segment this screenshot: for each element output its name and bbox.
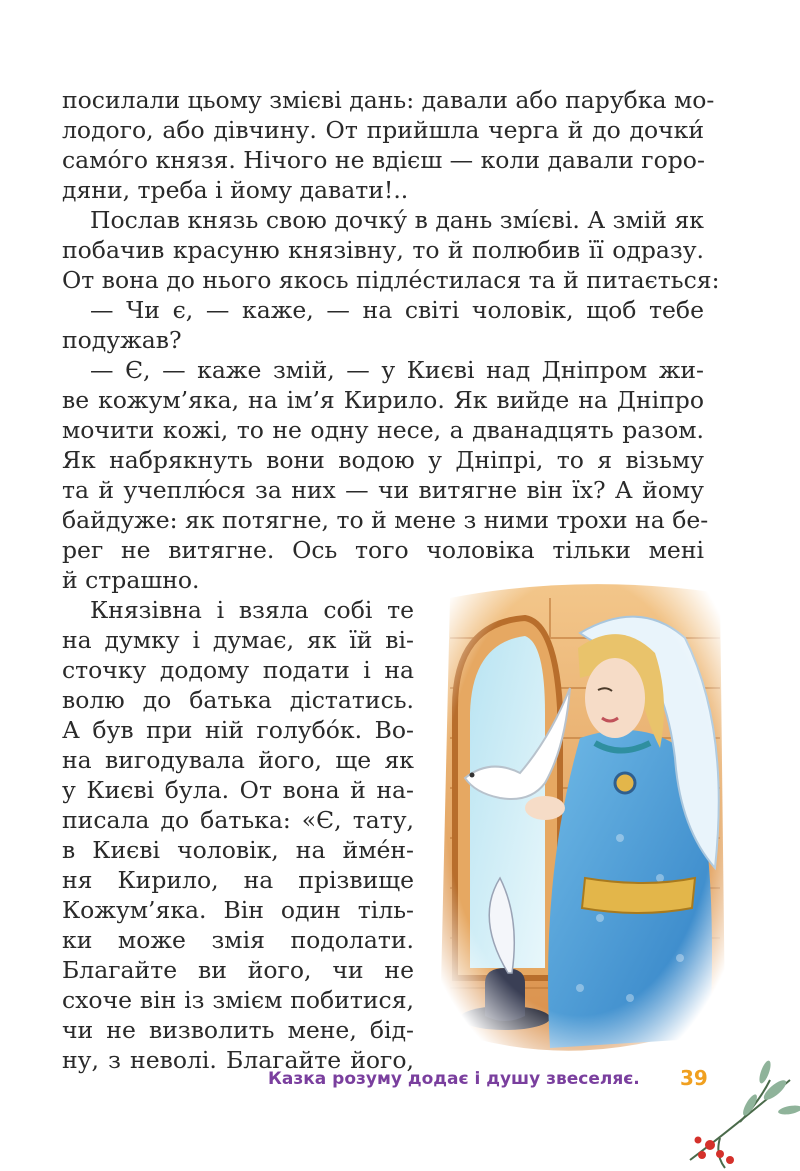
text-line: байдуже: як потягне, то й мене з ними трохи на бе- bbox=[62, 506, 709, 534]
text-line: й страшно. bbox=[62, 566, 200, 594]
text-line: сточку додому подати і на bbox=[62, 656, 414, 684]
berry-sprig-icon bbox=[680, 1060, 800, 1171]
text-line: побачив красуню князівну, то й полюбив її одразу. bbox=[62, 236, 704, 264]
text-line: ве кожум’яка, на ім’я Кирило. Як вийде на Дніпро bbox=[62, 386, 704, 414]
text-line: подужав? bbox=[62, 326, 182, 354]
text-line: само́го князя. Нічого не вдієш — коли давали горо- bbox=[62, 146, 705, 174]
page-number: 39 bbox=[680, 1066, 708, 1090]
text-line: посилали цьому змієві дань: давали або парубка мо- bbox=[62, 86, 715, 114]
text-line: на вигодувала його, ще як bbox=[62, 746, 414, 774]
text-line: ня Кирило, на прізвище bbox=[62, 866, 414, 894]
text-line: А був при ній голубо́к. Во- bbox=[62, 716, 414, 744]
text-line: — Чи є, — каже, — на світі чоловік, щоб тебе bbox=[90, 296, 704, 324]
text-line: Благайте ви його, чи не bbox=[62, 956, 414, 984]
text-line: дяни, треба і йому давати!.. bbox=[62, 176, 409, 204]
text-line: лодого, або дівчину. От прийшла черга й до дочки́ bbox=[62, 116, 704, 144]
princess-illustration bbox=[430, 578, 730, 1064]
text-line: рег не витягне. Ось того чоловіка тільки мені bbox=[62, 536, 704, 564]
text-line: От вона до нього якось підле́стилася та й питається: bbox=[62, 266, 720, 294]
text-line: схоче він із змієм побитися, bbox=[62, 986, 414, 1014]
text-line: писала до батька: «Є, тату, bbox=[62, 806, 414, 834]
text-line: ки може змія подолати. bbox=[62, 926, 414, 954]
text-line: волю до батька дістатись. bbox=[62, 686, 414, 714]
text-line: Князівна і взяла собі те bbox=[90, 596, 414, 624]
text-line: Як набрякнуть вони водою у Дніпрі, то я візьму bbox=[62, 446, 704, 474]
text-line: Послав князь свою дочку́ в дань змі́єві. А змій як bbox=[90, 206, 704, 234]
text-line: Кожум’яка. Він один тіль- bbox=[62, 896, 414, 924]
text-line: — Є, — каже змій, — у Києві над Дніпром жи- bbox=[90, 356, 704, 384]
text-line: на думку і думає, як їй ві- bbox=[62, 626, 414, 654]
text-line: ну, з неволі. Благайте його, bbox=[62, 1046, 414, 1074]
text-line: у Києві була. От вона й на- bbox=[62, 776, 414, 804]
text-line: мочити кожі, то не одну несе, а дванадцять разом. bbox=[62, 416, 704, 444]
footer-motto: Казка розуму додає і душу звеселяє. bbox=[268, 1069, 640, 1089]
text-line: в Києві чоловік, на йме́н- bbox=[62, 836, 414, 864]
text-line: чи не визволить мене, бід- bbox=[62, 1016, 414, 1044]
text-line: та й учеплю́ся за них — чи витягне він їх? А йому bbox=[62, 476, 704, 504]
